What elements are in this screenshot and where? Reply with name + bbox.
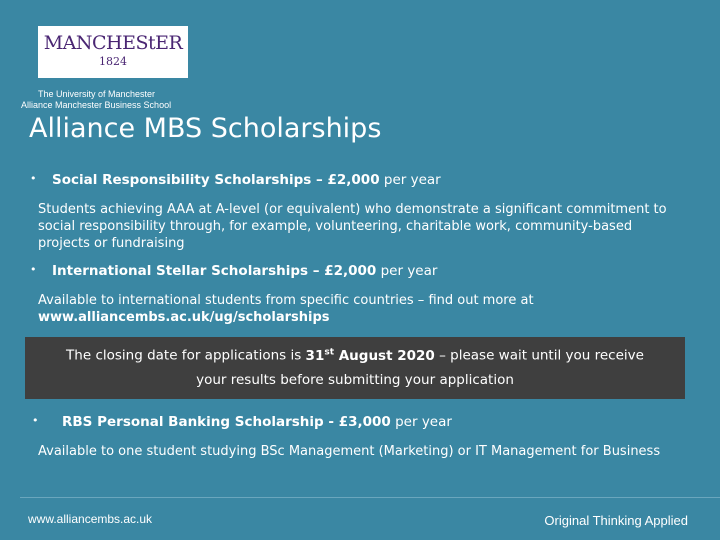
- closing-day-suffix: st: [324, 347, 335, 357]
- footer-tagline: Original Thinking Applied: [544, 513, 688, 528]
- bullet-icon: •: [32, 414, 39, 427]
- scholarship-period: per year: [376, 263, 438, 279]
- logo-wordmark-box: [38, 26, 188, 78]
- closing-after: – please wait until you receive: [434, 347, 644, 364]
- scholarship-description-international: [38, 292, 678, 326]
- closing-line-1: [25, 347, 685, 364]
- footer-divider: [20, 497, 720, 498]
- scholarship-period: per year: [390, 414, 452, 430]
- scholarship-name: International Stellar Scholarships – £2,000: [52, 263, 377, 279]
- closing-line-2: your results before submitting your application: [196, 372, 514, 388]
- logo-wordmark: MANCHEStER: [43, 32, 183, 54]
- description-text: Available to international students from specific countries – find out more at: [38, 293, 534, 308]
- scholarship-period: per year: [379, 172, 441, 188]
- scholarship-name: Social Responsibility Scholarships – £2,000: [52, 172, 380, 188]
- page-title: Alliance MBS Scholarships: [29, 113, 382, 144]
- closing-prefix: The closing date for applications is: [66, 347, 306, 364]
- bullet-icon: •: [30, 263, 37, 276]
- logo-school-name: Alliance Manchester Business School: [21, 100, 172, 110]
- bullet-icon: •: [30, 172, 37, 185]
- scholarship-description-rbs: Available to one student studying BSc Management (Marketing) or IT Management for Business: [38, 444, 661, 459]
- closing-date: [306, 348, 435, 364]
- university-logo: [20, 20, 186, 110]
- scholarship-description-social: Students achieving AAA at A-level (or equivalent) who demonstrate a significant commitment to social responsibility through, for example, volunteering, charitable work, community-based projects or fundraising: [38, 202, 667, 251]
- closing-date-notice: [25, 337, 685, 399]
- scholarship-name: RBS Personal Banking Scholarship - £3,000: [62, 414, 391, 430]
- logo-year: 1824: [99, 55, 127, 68]
- closing-month-year: August 2020: [334, 347, 435, 364]
- scholarships-link[interactable]: www.alliancembs.ac.uk/ug/scholarships: [38, 310, 330, 325]
- footer-website-link[interactable]: www.alliancembs.ac.uk: [28, 512, 153, 526]
- logo-university-name: The University of Manchester: [38, 89, 156, 99]
- closing-day: 31: [305, 347, 325, 364]
